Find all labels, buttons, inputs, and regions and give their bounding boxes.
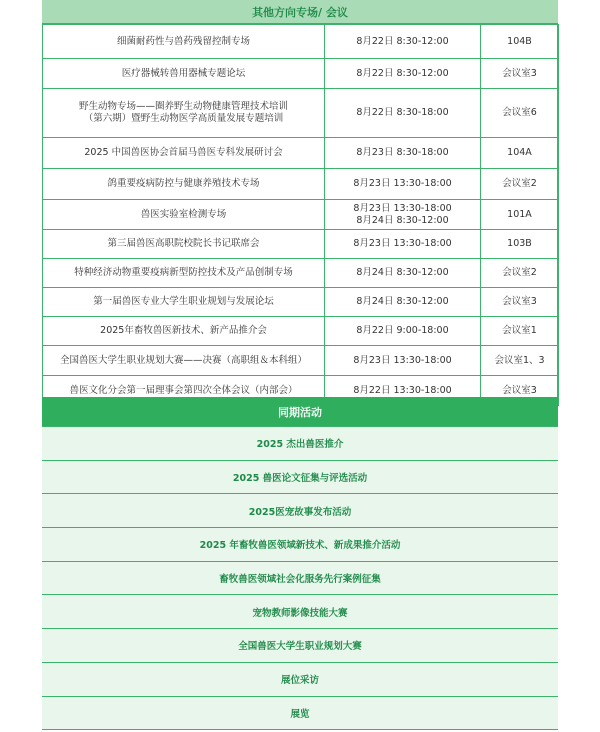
table-row — [43, 259, 559, 288]
table-row — [43, 59, 559, 89]
activity-item: 2025医宠故事发布活动 — [42, 494, 558, 528]
session-room: 104A — [481, 138, 559, 169]
session-name: 2025 中国兽医协会首届马兽医专科发展研讨会 — [43, 138, 325, 169]
session-time: 8月24日 8:30-12:00 — [325, 288, 481, 317]
session-name: 鸽重要疫病防控与健康养殖技术专场 — [43, 169, 325, 200]
session-room: 101A — [481, 200, 559, 230]
section-title: 其他方向专场/ 会议 — [252, 5, 348, 19]
section-header-other-sessions — [42, 0, 558, 24]
schedule-table — [42, 24, 559, 406]
session-room: 会议室2 — [481, 259, 559, 288]
table-row — [43, 200, 559, 230]
activity-list — [42, 427, 558, 730]
session-name: 全国兽医大学生职业规划大赛——决赛（高职组＆本科组） — [43, 346, 325, 376]
session-time: 8月22日 13:30-18:00 — [325, 376, 481, 406]
table-row — [43, 288, 559, 317]
session-time: 8月22日 8:30-12:00 — [325, 59, 481, 89]
section-title: 同期活动 — [278, 405, 322, 419]
session-time: 8月23日 13:30-18:00 8月24日 8:30-12:00 — [325, 200, 481, 230]
session-room: 会议室3 — [481, 376, 559, 406]
session-time: 8月22日 8:30-12:00 — [325, 25, 481, 59]
session-name: 兽医实验室检测专场 — [43, 200, 325, 230]
session-time: 8月22日 9:00-18:00 — [325, 317, 481, 346]
table-row — [43, 317, 559, 346]
session-name: 细菌耐药性与兽药残留控制专场 — [43, 25, 325, 59]
session-room: 104B — [481, 25, 559, 59]
table-row — [43, 138, 559, 169]
activity-item: 2025 年畜牧兽医领域新技术、新成果推介活动 — [42, 528, 558, 562]
session-name: 野生动物专场——圈养野生动物健康管理技术培训 （第六期）暨野生动物医学高质量发展专题培训 — [43, 89, 325, 138]
session-name: 特种经济动物重要疫病新型防控技术及产品创制专场 — [43, 259, 325, 288]
session-room: 会议室6 — [481, 89, 559, 138]
session-room: 会议室1、3 — [481, 346, 559, 376]
session-room: 会议室3 — [481, 288, 559, 317]
session-room: 会议室3 — [481, 59, 559, 89]
table-row — [43, 230, 559, 259]
session-name: 医疗器械转兽用器械专题论坛 — [43, 59, 325, 89]
session-name: 兽医文化分会第一届理事会第四次全体会议（内部会） — [43, 376, 325, 406]
session-time: 8月23日 13:30-18:00 — [325, 230, 481, 259]
table-row — [43, 89, 559, 138]
activity-item: 全国兽医大学生职业规划大赛 — [42, 629, 558, 663]
session-time: 8月23日 13:30-18:00 — [325, 346, 481, 376]
session-time: 8月23日 8:30-18:00 — [325, 138, 481, 169]
activity-item: 宠物教师影像技能大赛 — [42, 595, 558, 629]
session-time: 8月24日 8:30-12:00 — [325, 259, 481, 288]
table-row — [43, 25, 559, 59]
activity-item: 展位采访 — [42, 663, 558, 697]
session-time: 8月22日 8:30-18:00 — [325, 89, 481, 138]
table-row — [43, 169, 559, 200]
activity-item: 畜牧兽医领域社会化服务先行案例征集 — [42, 562, 558, 596]
session-name: 第一届兽医专业大学生职业规划与发展论坛 — [43, 288, 325, 317]
table-row — [43, 346, 559, 376]
section-header-concurrent-activities — [42, 397, 558, 427]
session-room: 103B — [481, 230, 559, 259]
activity-item: 2025 兽医论文征集与评选活动 — [42, 461, 558, 495]
session-name: 第三届兽医高职院校院长书记联席会 — [43, 230, 325, 259]
session-time: 8月23日 13:30-18:00 — [325, 169, 481, 200]
activity-item: 2025 杰出兽医推介 — [42, 427, 558, 461]
session-room: 会议室1 — [481, 317, 559, 346]
session-name: 2025年畜牧兽医新技术、新产品推介会 — [43, 317, 325, 346]
session-room: 会议室2 — [481, 169, 559, 200]
activity-item: 展览 — [42, 697, 558, 731]
